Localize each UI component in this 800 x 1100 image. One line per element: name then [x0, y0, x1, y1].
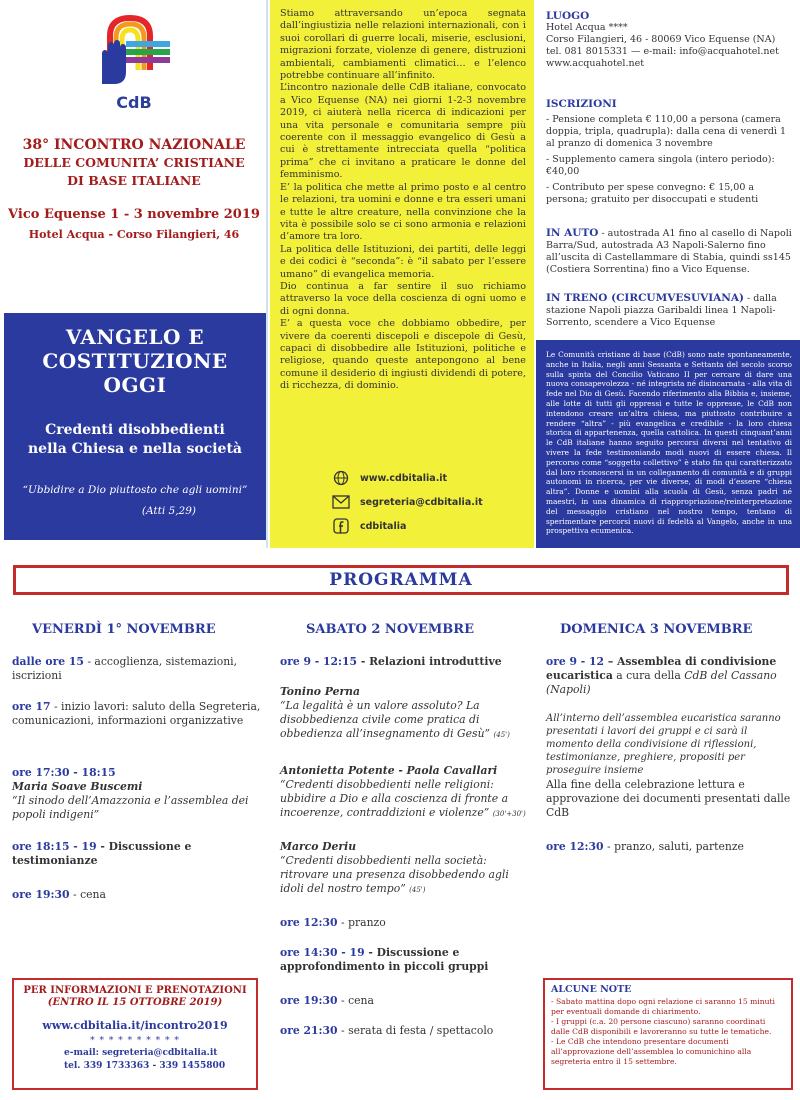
intro-paragraph: L’incontro nazionale delle CdB italiane, convocato a Vico Equense (NA) nei giorni 1-2-3 novembre 2019, ci aiuterà nella ricerca di indicazioni per una vita personale e comunitaria sempre più coerente con il messaggio evangelico di Gesù a cui è strettamente intrecciata quella “politica prima” che ci invitano a praticare le donne del femminismo.	[280, 82, 526, 181]
day2-item: ore 14:30 - 19 - Discussione e approfondimento in piccoli gruppi	[280, 946, 489, 973]
theme-subtitle	[4, 421, 266, 459]
iscrizioni-line: - Pensione completa € 110,00 a persona (camera doppia, tripla, quadrupla): dalla cena di venerdì 1 al pranzo di domenica 3 novembre	[546, 114, 787, 149]
info-email[interactable]: e-mail: segreteria@cdbitalia.it	[64, 1048, 218, 1058]
intro-paragraph: La politica delle Istituzioni, dei partiti, delle leggi e dei codici è “seconda”: è “il sabato per l’essere umano” di evangelica memoria.	[280, 243, 526, 280]
facebook-row[interactable]	[332, 518, 406, 534]
luogo-line: tel. 081 8015331 — e-mail: info@acquahotel.net	[546, 46, 779, 57]
speaker-block: Antonietta Potente - Paola Cavallari “Credenti disobbedienti nelle religioni: ubbidire a Dio e alla coscienza di fronte a incoerenze, contraddizioni e violenze” (30'+30')	[280, 764, 526, 819]
luogo-line: www.acquahotel.net	[546, 58, 645, 69]
iscrizioni-line: - Contributo per spese convegno: € 15,00 a persona; gratuito per disoccupati e studenti	[546, 182, 759, 205]
day2-item: ore 12:30 - pranzo	[280, 916, 386, 929]
note-item: - Sabato mattina dopo ogni relazione ci saranno 15 minuti per eventuali domande di chiarimento.	[551, 997, 775, 1016]
day2-item: ore 19:30 - cena	[280, 994, 374, 1007]
day3-note: All’interno dell’assemblea eucaristica saranno presentati i lavori dei gruppi e ci sarà il momento della condivisione di riflessioni, testimonianze, preghiere, propositi per proseguire insieme	[546, 713, 781, 776]
day2-item: ore 21:30 - serata di festa / spettacolo	[280, 1024, 494, 1037]
facebook-link[interactable]: cdbitalia	[360, 520, 407, 532]
programma-title: PROGRAMMA	[13, 565, 789, 595]
day2-item: ore 9 - 12:15 - Relazioni introduttive	[280, 655, 502, 668]
theme-quote: “Ubbidire a Dio piuttosto che agli uomini”	[22, 484, 248, 496]
luogo-line: Corso Filangieri, 46 - 80069 Vico Equense (NA)	[546, 34, 776, 45]
day3-item: ore 9 - 12 – Assemblea di condivisione eucaristica a cura della CdB del Cassano (Napoli)	[546, 655, 777, 696]
registration-link[interactable]: www.cdbitalia.it/incontro2019	[42, 1019, 228, 1032]
theme-subtitle-line2: nella Chiesa e nella società	[28, 441, 242, 457]
note-item: - I gruppi (c.a. 20 persone ciascuno) saranno coordinati dalle CdB disponibili e lavoreranno su tutte le tematiche.	[551, 1017, 772, 1036]
info-heading: PER INFORMAZIONI E PRENOTAZIONI	[23, 985, 247, 996]
globe-icon	[332, 470, 350, 486]
email-link[interactable]: segreteria@cdbitalia.it	[360, 496, 483, 508]
speaker-block: Marco Deriu “Credenti disobbedienti nella società: ritrovare una presenza disobbedendo agli idoli del nostro tempo” (45')	[280, 840, 509, 895]
luogo-line: Hotel Acqua ****	[546, 22, 628, 33]
event-title-line3: DI BASE ITALIANE	[67, 173, 201, 188]
website-row[interactable]	[332, 470, 447, 486]
intro-paragraph: E’ la politica che mette al primo posto e al centro le relazioni, tra uomini e donne e tra esseri umani e tutte le altre creature, nella convinzione che la vita è possibile solo se ci sono armonia e relazioni d’amore tra loro.	[280, 181, 526, 243]
event-title-line1: 38° INCONTRO NAZIONALE	[22, 137, 246, 153]
luogo-heading: LUOGO	[546, 10, 590, 22]
day3-item: ore 12:30 - pranzo, saluti, partenze	[546, 840, 744, 853]
treno-text: - dalla stazione Napoli piazza Garibaldi linea 1 Napoli-Sorrento, scendere a Vico Equense	[546, 293, 777, 328]
day1-item: ore 18:15 - 19 - Discussione e testimonianze	[12, 840, 192, 867]
theme-title	[4, 325, 266, 397]
envelope-icon	[332, 494, 350, 510]
event-title-line2: DELLE COMUNITA’ CRISTIANE	[23, 155, 245, 170]
theme-subtitle-line1: Credenti disobbedienti	[45, 422, 225, 438]
note-item: - Le CdB che intendono presentare documenti all’approvazione dell’assemblea lo comunichino alla segreteria entro il 15 settembre.	[551, 1037, 752, 1066]
email-row[interactable]	[332, 494, 483, 510]
day3-heading: DOMENICA 3 NOVEMBRE	[560, 622, 753, 637]
auto-heading: IN AUTO	[546, 227, 599, 239]
event-title	[6, 136, 262, 190]
theme-title-line2: COSTITUZIONE	[42, 349, 228, 373]
about-box: Le Comunità cristiane di base (CdB) sono nate spontaneamente, anche in Italia, negli anni Sessanta e Settanta del secolo scorso sulla spinta del Concilio Vaticano II per cercare di dare una nuova consapevolezza - né integrista né disincarnata - alla vita di fede nel Dio di Gesù. Facendo riferimento alla Bibbia e, insieme, alle lotte di tutti gli oppressi e tutte le oppresse, le CdB non intendono creare un’altra chiesa, ma piuttosto contribuire a rendere “altra” - più evangelica e credibile - la loro chiesa storica di appartenenza, quella cattolica. In questi cinquant’anni le CdB italiane hanno seguito percorsi diversi nel tentativo di vivere la fede testimoniando modi nuovi di essere chiesa. Il percorso come “soggetto collettivo” è stato fin qui caratterizzato dal loro riconoscersi in un collegamento di comunità e di gruppi autonomi in ricerca, per vie diverse, di modi d’essere “chiesa altra”. Donne e uomini alla scuola di Gesù, senza padri né maestri, in una dinamica di riappropriazione/reinterpretazione del messaggio cristiano nel nostro tempo, tentano di sperimentare percorsi nuovi di fedeltà al Vangelo, anche in una prospettiva ecumenica.	[536, 340, 800, 548]
intro-paragraph: Dio continua a far sentire il suo richiamo attraverso la voce della coscienza di ogni uomo e di ogni donna.	[280, 280, 526, 317]
day1-item: ore 17 - inizio lavori: saluto della Segreteria, comunicazioni, informazioni organizzative	[12, 700, 261, 727]
theme-box	[4, 313, 266, 540]
auto-text: - autostrada A1 fino al casello di Napoli Barra/Sud, autostrada A3 Napoli-Salerno fino all’uscita di Castellammare di Stabia, quindi ss145 (Costiera Sorrentina) fino a Vico Equense.	[546, 228, 792, 275]
intro-text	[280, 8, 526, 393]
website-link[interactable]: www.cdbitalia.it	[360, 472, 448, 484]
info-deadline: (ENTRO IL 15 OTTOBRE 2019)	[47, 997, 223, 1008]
theme-quote-ref: (Atti 5,29)	[141, 505, 196, 517]
day1-heading: VENERDÌ 1° NOVEMBRE	[32, 622, 216, 637]
iscrizioni-line: - Supplemento camera singola (intero periodo): €40,00	[546, 154, 775, 177]
notes-box	[543, 978, 793, 1090]
facebook-icon	[332, 518, 350, 534]
day2-heading: SABATO 2 NOVEMBRE	[306, 622, 474, 637]
iscrizioni-heading: ISCRIZIONI	[546, 98, 617, 110]
day3-closing: Alla fine della celebrazione lettura e approvazione dei documenti presentati dalle CdB	[546, 778, 791, 819]
theme-title-line1: VANGELO E	[65, 325, 205, 349]
treno-section	[546, 292, 796, 329]
day1-item: ore 19:30 - cena	[12, 888, 106, 901]
info-phone: tel. 339 1733363 - 339 1455800	[64, 1061, 226, 1071]
luogo-section	[546, 10, 796, 70]
speaker-block: Tonino Perna “La legalità è un valore assoluto? La disobbedienza civile come pratica di obbedienza all’insegnamento di Gesù” (45')	[280, 685, 510, 740]
auto-section	[546, 227, 796, 276]
intro-paragraph: E’ a questa voce che dobbiamo obbedire, per vivere da coerenti discepoli e discepole di Gesù, capaci di disobbedire alle Istituzioni, politiche e religiose, quando queste antepongono al bene comune il desiderio di ingiusti dividendi di potere, di ricchezza, di dominio.	[280, 318, 526, 392]
stars-divider: * * * * * * * * * *	[90, 1036, 180, 1046]
event-dates: Vico Equense 1 - 3 novembre 2019	[8, 207, 260, 222]
iscrizioni-section	[546, 98, 796, 206]
day1-item: ore 17:30 - 18:15 Maria Soave Buscemi “Il sinodo dell’Amazzonia e l’assemblea dei popoli indigeni”	[12, 766, 249, 821]
day1-item: dalle ore 15 - accoglienza, sistemazioni, iscrizioni	[12, 655, 238, 682]
intro-column	[270, 0, 534, 548]
cdb-logo	[96, 10, 172, 90]
intro-paragraph: Stiamo attraversando un’epoca segnata dall’ingiustizia nelle relazioni internazionali, con i suoi corollari di guerre locali, miserie, esclusioni, migrazioni forzate, violenze di genere, distruzioni ambientali, cambiamenti climatici… e l’elenco potrebbe continuare all’infinito.	[280, 8, 526, 82]
event-venue: Hotel Acqua - Corso Filangieri, 46	[28, 228, 240, 241]
notes-heading: ALCUNE NOTE	[551, 984, 632, 995]
info-box	[12, 978, 258, 1090]
left-column	[0, 0, 268, 548]
logo-text: CdB	[116, 93, 152, 112]
treno-heading: IN TRENO (CIRCUMVESUVIANA)	[546, 292, 745, 304]
theme-title-line3: OGGI	[103, 373, 167, 397]
